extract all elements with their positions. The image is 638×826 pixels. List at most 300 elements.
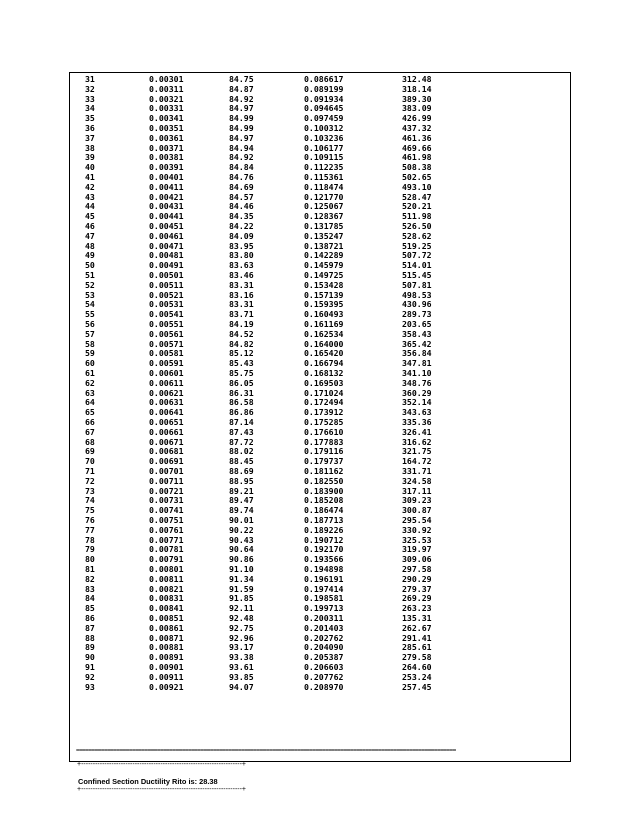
table-cell: 508.38: [402, 162, 432, 173]
table-cell: 93: [85, 681, 95, 692]
table-cell: 84: [85, 593, 95, 604]
table-cell: 84.87: [229, 83, 254, 94]
table-cell: 57: [85, 328, 95, 339]
table-cell: 0.00871: [149, 632, 184, 643]
table-cell: 0.00771: [149, 534, 184, 545]
table-cell: 0.145979: [304, 260, 344, 271]
table-cell: 325.53: [402, 534, 432, 545]
table-cell: 0.157139: [304, 289, 344, 300]
table-cell: 86.58: [229, 397, 254, 408]
table-cell: 0.00731: [149, 495, 184, 506]
table-cell: 263.23: [402, 603, 432, 614]
table-cell: 0.201403: [304, 622, 344, 633]
table-cell: 0.00541: [149, 309, 184, 320]
table-cell: 52: [85, 279, 95, 290]
table-cell: 0.168132: [304, 368, 344, 378]
table-cell: 87.14: [229, 417, 254, 427]
table-cell: 0.00511: [149, 279, 184, 290]
table-cell: 0.00301: [149, 74, 184, 84]
table-cell: 0.00351: [149, 123, 184, 133]
table-row: [70, 604, 570, 613]
table-cell: 59: [85, 348, 95, 359]
table-cell: 90.64: [229, 544, 254, 555]
table-cell: 71: [85, 466, 95, 476]
table-cell: 88.69: [229, 466, 254, 476]
table-cell: 94.07: [229, 681, 254, 692]
table-cell: 43: [85, 191, 95, 202]
table-cell: 0.00791: [149, 554, 184, 565]
table-row: [70, 643, 570, 652]
table-cell: 528.47: [402, 191, 432, 202]
table-cell: 80: [85, 554, 95, 565]
table-row: [70, 320, 570, 329]
table-cell: 0.173912: [304, 407, 344, 418]
table-cell: 0.00471: [149, 240, 184, 251]
table-cell: 0.00821: [149, 583, 184, 594]
table-cell: 39: [85, 152, 95, 163]
table-cell: 0.094645: [304, 103, 344, 114]
table-cell: 0.00341: [149, 113, 184, 124]
table-cell: 0.162534: [304, 328, 344, 339]
table-row: [70, 202, 570, 211]
table-cell: 86: [85, 613, 95, 623]
table-cell: 0.00571: [149, 338, 184, 349]
table-cell: 0.00641: [149, 407, 184, 418]
table-cell: 37: [85, 132, 95, 143]
table-cell: 53: [85, 289, 95, 300]
table-cell: 520.21: [402, 201, 432, 212]
table-row: [70, 183, 570, 192]
table-cell: 83.31: [229, 299, 254, 310]
table-cell: 0.125067: [304, 201, 344, 212]
table-cell: 0.164000: [304, 338, 344, 349]
table-cell: 0.181162: [304, 466, 344, 476]
table-row: [70, 585, 570, 594]
table-cell: 67: [85, 426, 95, 437]
table-row: [70, 653, 570, 662]
table-cell: 0.177883: [304, 436, 344, 447]
table-row: [70, 408, 570, 417]
table-cell: 92.11: [229, 603, 254, 614]
table-cell: 76: [85, 515, 95, 525]
table-cell: 164.72: [402, 456, 432, 467]
table-cell: 0.153428: [304, 279, 344, 290]
table-cell: 515.45: [402, 270, 432, 280]
table-cell: 514.01: [402, 260, 432, 271]
table-cell: 45: [85, 211, 95, 222]
table-cell: 262.67: [402, 622, 432, 633]
table-cell: 84.92: [229, 152, 254, 163]
table-cell: 84.52: [229, 328, 254, 339]
table-cell: 519.25: [402, 240, 432, 251]
table-cell: 0.171024: [304, 387, 344, 398]
table-cell: 88: [85, 632, 95, 643]
table-cell: 0.198581: [304, 593, 344, 604]
table-row: [70, 438, 570, 447]
table-cell: 383.09: [402, 103, 432, 114]
table-cell: 90.86: [229, 554, 254, 565]
table-cell: 0.149725: [304, 270, 344, 280]
table-row: [70, 114, 570, 123]
table-row: [70, 300, 570, 309]
table-cell: 0.00371: [149, 142, 184, 153]
table-cell: 0.112235: [304, 162, 344, 173]
table-cell: 0.00311: [149, 83, 184, 94]
table-cell: 84.69: [229, 181, 254, 192]
table-cell: 135.31: [402, 613, 432, 623]
table-cell: 84.82: [229, 338, 254, 349]
table-cell: 348.76: [402, 377, 432, 388]
table-cell: 498.53: [402, 289, 432, 300]
table-cell: 0.00361: [149, 132, 184, 143]
table-cell: 84.46: [229, 201, 254, 212]
table-cell: 0.166794: [304, 358, 344, 369]
table-row: [70, 477, 570, 486]
table-cell: 87.72: [229, 436, 254, 447]
table-cell: 316.62: [402, 436, 432, 447]
table-row: [70, 496, 570, 505]
table-row: [70, 291, 570, 300]
table-cell: 279.58: [402, 652, 432, 663]
table-row: [70, 193, 570, 202]
table-row: [70, 526, 570, 535]
table-cell: 0.00701: [149, 466, 184, 476]
table-cell: 0.00811: [149, 573, 184, 584]
table-row: [70, 683, 570, 692]
table-row: [70, 251, 570, 260]
table-cell: 79: [85, 544, 95, 555]
table-cell: 0.00901: [149, 662, 184, 672]
table-cell: 0.183900: [304, 485, 344, 496]
table-row: [70, 516, 570, 525]
table-cell: 91: [85, 662, 95, 672]
table-row: [70, 232, 570, 241]
table-cell: 331.71: [402, 466, 432, 476]
table-cell: 84.97: [229, 103, 254, 114]
table-cell: 55: [85, 309, 95, 320]
table-cell: 264.60: [402, 662, 432, 672]
table-cell: 309.23: [402, 495, 432, 506]
table-row: [70, 310, 570, 319]
table-cell: 35: [85, 113, 95, 124]
table-cell: 461.98: [402, 152, 432, 163]
table-cell: 0.00591: [149, 358, 184, 369]
table-cell: 0.00481: [149, 250, 184, 261]
table-cell: 297.58: [402, 564, 432, 574]
table-cell: 0.187713: [304, 515, 344, 525]
table-cell: 437.32: [402, 123, 432, 133]
table-cell: 0.00881: [149, 642, 184, 653]
table-cell: 0.00721: [149, 485, 184, 496]
table-cell: 87: [85, 622, 95, 633]
table-cell: 360.29: [402, 387, 432, 398]
table-cell: 38: [85, 142, 95, 153]
table-row: [70, 95, 570, 104]
table-cell: 0.089199: [304, 83, 344, 94]
table-cell: 54: [85, 299, 95, 310]
table-cell: 352.14: [402, 397, 432, 408]
table-cell: 502.65: [402, 172, 432, 182]
table-row: [70, 349, 570, 358]
table-cell: 0.100312: [304, 123, 344, 133]
table-row: [70, 467, 570, 476]
table-row: [70, 447, 570, 456]
table-cell: 0.086617: [304, 74, 344, 84]
table-cell: 89.21: [229, 485, 254, 496]
table-cell: 0.097459: [304, 113, 344, 124]
table-cell: 92.75: [229, 622, 254, 633]
table-cell: 426.99: [402, 113, 432, 124]
table-cell: 0.00611: [149, 377, 184, 388]
table-cell: 0.00671: [149, 436, 184, 447]
table-cell: 0.00551: [149, 319, 184, 329]
table-row: [70, 75, 570, 84]
table-cell: 88.02: [229, 446, 254, 457]
table-cell: 51: [85, 270, 95, 280]
table-row: [70, 163, 570, 172]
table-cell: 0.169503: [304, 377, 344, 388]
table-row: [70, 624, 570, 633]
table-cell: 203.65: [402, 319, 432, 329]
table-cell: 84.35: [229, 211, 254, 222]
table-cell: 0.197414: [304, 583, 344, 594]
table-cell: 0.00451: [149, 221, 184, 231]
table-cell: 0.00411: [149, 181, 184, 192]
table-cell: 291.41: [402, 632, 432, 643]
table-cell: 343.63: [402, 407, 432, 418]
table-cell: 83.63: [229, 260, 254, 271]
table-cell: 84.99: [229, 123, 254, 133]
table-cell: 65: [85, 407, 95, 418]
table-cell: 511.98: [402, 211, 432, 222]
table-cell: 85.43: [229, 358, 254, 369]
table-cell: 0.142289: [304, 250, 344, 261]
table-cell: 86.86: [229, 407, 254, 418]
table-cell: 83.16: [229, 289, 254, 300]
table-cell: 84.22: [229, 221, 254, 231]
table-cell: 0.00581: [149, 348, 184, 359]
table-cell: 90.22: [229, 524, 254, 535]
table-cell: 40: [85, 162, 95, 173]
table-cell: 66: [85, 417, 95, 427]
table-cell: 335.36: [402, 417, 432, 427]
table-row: [70, 104, 570, 113]
table-cell: 44: [85, 201, 95, 212]
table-cell: 56: [85, 319, 95, 329]
table-cell: 0.00921: [149, 681, 184, 692]
table-cell: 75: [85, 505, 95, 516]
table-row: [70, 173, 570, 182]
table-cell: 0.00891: [149, 652, 184, 663]
table-cell: 85.12: [229, 348, 254, 359]
table-row: [70, 663, 570, 672]
table-cell: 0.175285: [304, 417, 344, 427]
table-cell: 84.99: [229, 113, 254, 124]
table-cell: 69: [85, 446, 95, 457]
table-row: [70, 457, 570, 466]
table-cell: 74: [85, 495, 95, 506]
table-row: [70, 379, 570, 388]
table-cell: 0.205387: [304, 652, 344, 663]
table-cell: 330.92: [402, 524, 432, 535]
table-cell: 257.45: [402, 681, 432, 692]
table-cell: 0.118474: [304, 181, 344, 192]
table-cell: 0.00331: [149, 103, 184, 114]
table-cell: 285.61: [402, 642, 432, 653]
table-cell: 0.00911: [149, 671, 184, 682]
table-cell: 253.24: [402, 671, 432, 682]
table-cell: 64: [85, 397, 95, 408]
table-cell: 84.09: [229, 230, 254, 241]
table-cell: 83.80: [229, 250, 254, 261]
table-cell: 317.11: [402, 485, 432, 496]
table-cell: 83.71: [229, 309, 254, 320]
table-cell: 72: [85, 475, 95, 486]
table-cell: 86.31: [229, 387, 254, 398]
table-cell: 0.202762: [304, 632, 344, 643]
table-cell: 42: [85, 181, 95, 192]
table-cell: 0.138721: [304, 240, 344, 251]
table-cell: 0.00841: [149, 603, 184, 614]
table-cell: 89.47: [229, 495, 254, 506]
table-cell: 92.96: [229, 632, 254, 643]
table-cell: 62: [85, 377, 95, 388]
table-row: [70, 555, 570, 564]
table-cell: 46: [85, 221, 95, 231]
table-cell: 0.00521: [149, 289, 184, 300]
table-cell: 0.00851: [149, 613, 184, 623]
table-cell: 389.30: [402, 93, 432, 104]
table-row: [70, 389, 570, 398]
table-cell: 58: [85, 338, 95, 349]
table-cell: 290.29: [402, 573, 432, 584]
table-cell: 84.84: [229, 162, 254, 173]
table-cell: 78: [85, 534, 95, 545]
table-cell: 461.36: [402, 132, 432, 143]
table-cell: 0.00421: [149, 191, 184, 202]
table-row: [70, 418, 570, 427]
table-cell: 83.95: [229, 240, 254, 251]
table-cell: 85: [85, 603, 95, 614]
table-row: [70, 359, 570, 368]
table-row: [70, 340, 570, 349]
summary-box-top-border: +---------------------------------------------------------------------+: [77, 761, 247, 768]
table-cell: 0.091934: [304, 93, 344, 104]
table-cell: 90.01: [229, 515, 254, 525]
table-cell: 0.190712: [304, 534, 344, 545]
table-cell: 83.46: [229, 270, 254, 280]
table-cell: 0.00621: [149, 387, 184, 398]
table-row: [70, 134, 570, 143]
table-cell: 469.66: [402, 142, 432, 153]
table-cell: 0.160493: [304, 309, 344, 320]
table-row: [70, 634, 570, 643]
table-row: [70, 487, 570, 496]
table-cell: 0.00661: [149, 426, 184, 437]
table-cell: 49: [85, 250, 95, 261]
table-cell: 0.103236: [304, 132, 344, 143]
summary-box-bottom-border: +---------------------------------------------------------------------+: [77, 786, 247, 793]
table-cell: 507.72: [402, 250, 432, 261]
table-cell: 77: [85, 524, 95, 535]
table-cell: 68: [85, 436, 95, 447]
table-cell: 347.81: [402, 358, 432, 369]
table-row: [70, 153, 570, 162]
table-cell: 86.05: [229, 377, 254, 388]
table-cell: 0.185208: [304, 495, 344, 506]
table-cell: 0.00751: [149, 515, 184, 525]
table-cell: 88.95: [229, 475, 254, 486]
table-row: [70, 271, 570, 280]
table-cell: 0.135247: [304, 230, 344, 241]
table-cell: 507.81: [402, 279, 432, 290]
table-cell: 0.00781: [149, 544, 184, 555]
table-row: [70, 428, 570, 437]
table-cell: 0.194898: [304, 564, 344, 574]
table-cell: 324.58: [402, 475, 432, 486]
table-row: [70, 330, 570, 339]
table-row: [70, 594, 570, 603]
table-cell: 93.38: [229, 652, 254, 663]
table-cell: 0.00681: [149, 446, 184, 457]
table-cell: 319.97: [402, 544, 432, 555]
table-cell: 0.207762: [304, 671, 344, 682]
table-cell: 0.192170: [304, 544, 344, 555]
table-cell: 84.76: [229, 172, 254, 182]
table-cell: 0.00461: [149, 230, 184, 241]
table-cell: 70: [85, 456, 95, 467]
table-cell: 0.00601: [149, 368, 184, 378]
table-cell: 84.92: [229, 93, 254, 104]
table-cell: 89: [85, 642, 95, 653]
table-cell: 84.94: [229, 142, 254, 153]
table-cell: 91.85: [229, 593, 254, 604]
table-row: [70, 536, 570, 545]
table-cell: 0.186474: [304, 505, 344, 516]
table-cell: 87.43: [229, 426, 254, 437]
table-cell: 289.73: [402, 309, 432, 320]
table-row: [70, 261, 570, 270]
table-cell: 312.48: [402, 74, 432, 84]
table-cell: 0.00631: [149, 397, 184, 408]
table-cell: 41: [85, 172, 95, 182]
table-cell: 50: [85, 260, 95, 271]
table-cell: 32: [85, 83, 95, 94]
table-cell: 0.00761: [149, 524, 184, 535]
table-cell: 0.00861: [149, 622, 184, 633]
table-cell: 0.00391: [149, 162, 184, 173]
table-cell: 0.179737: [304, 456, 344, 467]
table-row: [70, 398, 570, 407]
table-cell: 0.00381: [149, 152, 184, 163]
table-cell: 326.41: [402, 426, 432, 437]
table-cell: 0.00651: [149, 417, 184, 427]
table-cell: 0.00531: [149, 299, 184, 310]
table-row: [70, 242, 570, 251]
table-cell: 0.00741: [149, 505, 184, 516]
table-cell: 82: [85, 573, 95, 584]
table-cell: 0.00321: [149, 93, 184, 104]
table-cell: 90.43: [229, 534, 254, 545]
table-cell: 0.00491: [149, 260, 184, 271]
table-cell: 0.115361: [304, 172, 344, 182]
table-cell: 88.45: [229, 456, 254, 467]
table-cell: 60: [85, 358, 95, 369]
table-cell: 84.97: [229, 132, 254, 143]
table-cell: 0.131785: [304, 221, 344, 231]
table-cell: 0.182550: [304, 475, 344, 486]
table-cell: 48: [85, 240, 95, 251]
